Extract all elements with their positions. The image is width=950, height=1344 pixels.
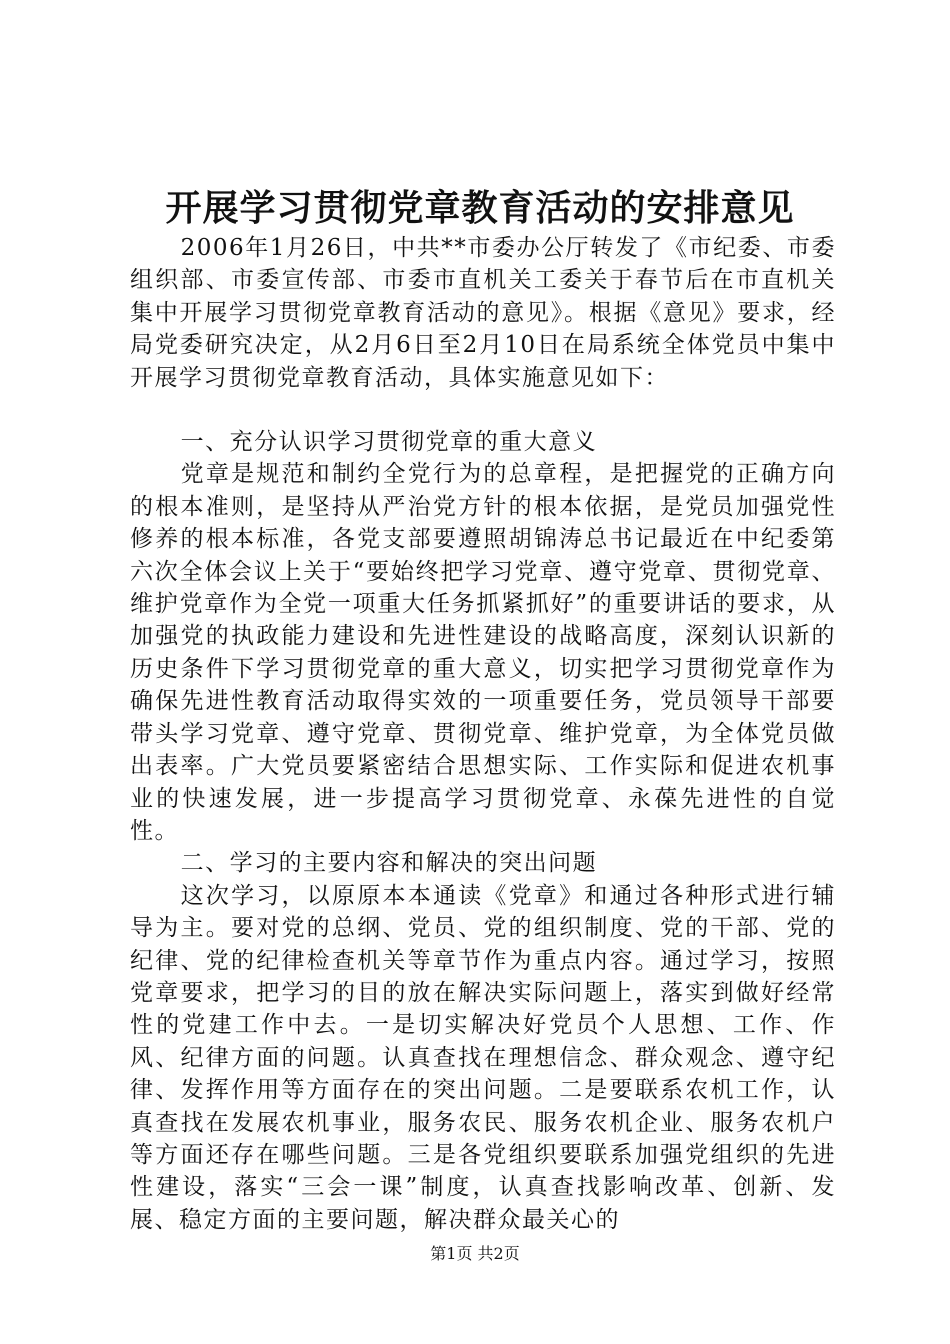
section-1-heading: 一、充分认识学习贯彻党章的重大意义 [180,429,598,456]
section-1-paragraph: 党章是规范和制约全党行为的总章程，是把握党的正确方向的根本准则，是坚持从严治党方针的根本依据，是党员加强党性修养的根本标准，各党支部要遵照胡锦涛总书记最近在中纪委第六次全体会议上关于“要始终把学习党章、遵守党章、贯彻党章、维护党章作为全党一项重大任务抓紧抓好”的重要讲话的要求，从加强党的执政能力建设和先进性建设的战略高度，深刻认识新的历史条件下学习贯彻党章的重大意义，切实把学习贯彻党章作为确保先进性教育活动取得实效的一项重要任务，党员领导干部要带头学习党章、遵守党章、贯彻党章、维护党章，为全体党员做出表率。广大党员要紧密结合思想实际、工作实际和促进农机事业的快速发展，进一步提高学习贯彻党章、永葆先进性的自觉性。 [130,461,836,844]
intro-paragraph: 2006年1月26日，中共**市委办公厅转发了《市纪委、市委组织部、市委宣传部、市委市直机关工委关于春节后在市直机关集中开展学习贯彻党章教育活动的意见》。根据《意见》要求，经局党委研究决定，从2月6日至2月10日在局系统全体党员中集中开展学习贯彻党章教育活动，具体实施意见如下： [130,235,836,391]
paragraph-spacer [130,394,836,426]
page-number-footer: 第1页 共2页 [430,1244,520,1263]
document-body [130,232,836,1236]
section-2-heading: 二、学习的主要内容和解决的突出问题 [180,850,598,877]
document-title: 开展学习贯彻党章教育活动的安排意见 [165,187,795,229]
section-2-paragraph: 这次学习，以原原本本通读《党章》和通过各种形式进行辅导为主。要对党的总纲、党员、党的组织制度、党的干部、党的纪律、党的纪律检查机关等章节作为重点内容。通过学习，按照党章要求，把学习的目的放在解决实际问题上，落实到做好经常性的党建工作中去。一是切实解决好党员个人思想、工作、作风、纪律方面的问题。认真查找在理想信念、群众观念、遵守纪律、发挥作用等方面存在的突出问题。二是要联系农机工作，认真查找在发展农机事业，服务农民、服务农机企业、服务农机户等方面还存在哪些问题。三是各党组织要联系加强党组织的先进性建设，落实“三会一课”制度，认真查找影响改革、创新、发展、稳定方面的主要问题，解决群众最关心的 [130,882,836,1233]
